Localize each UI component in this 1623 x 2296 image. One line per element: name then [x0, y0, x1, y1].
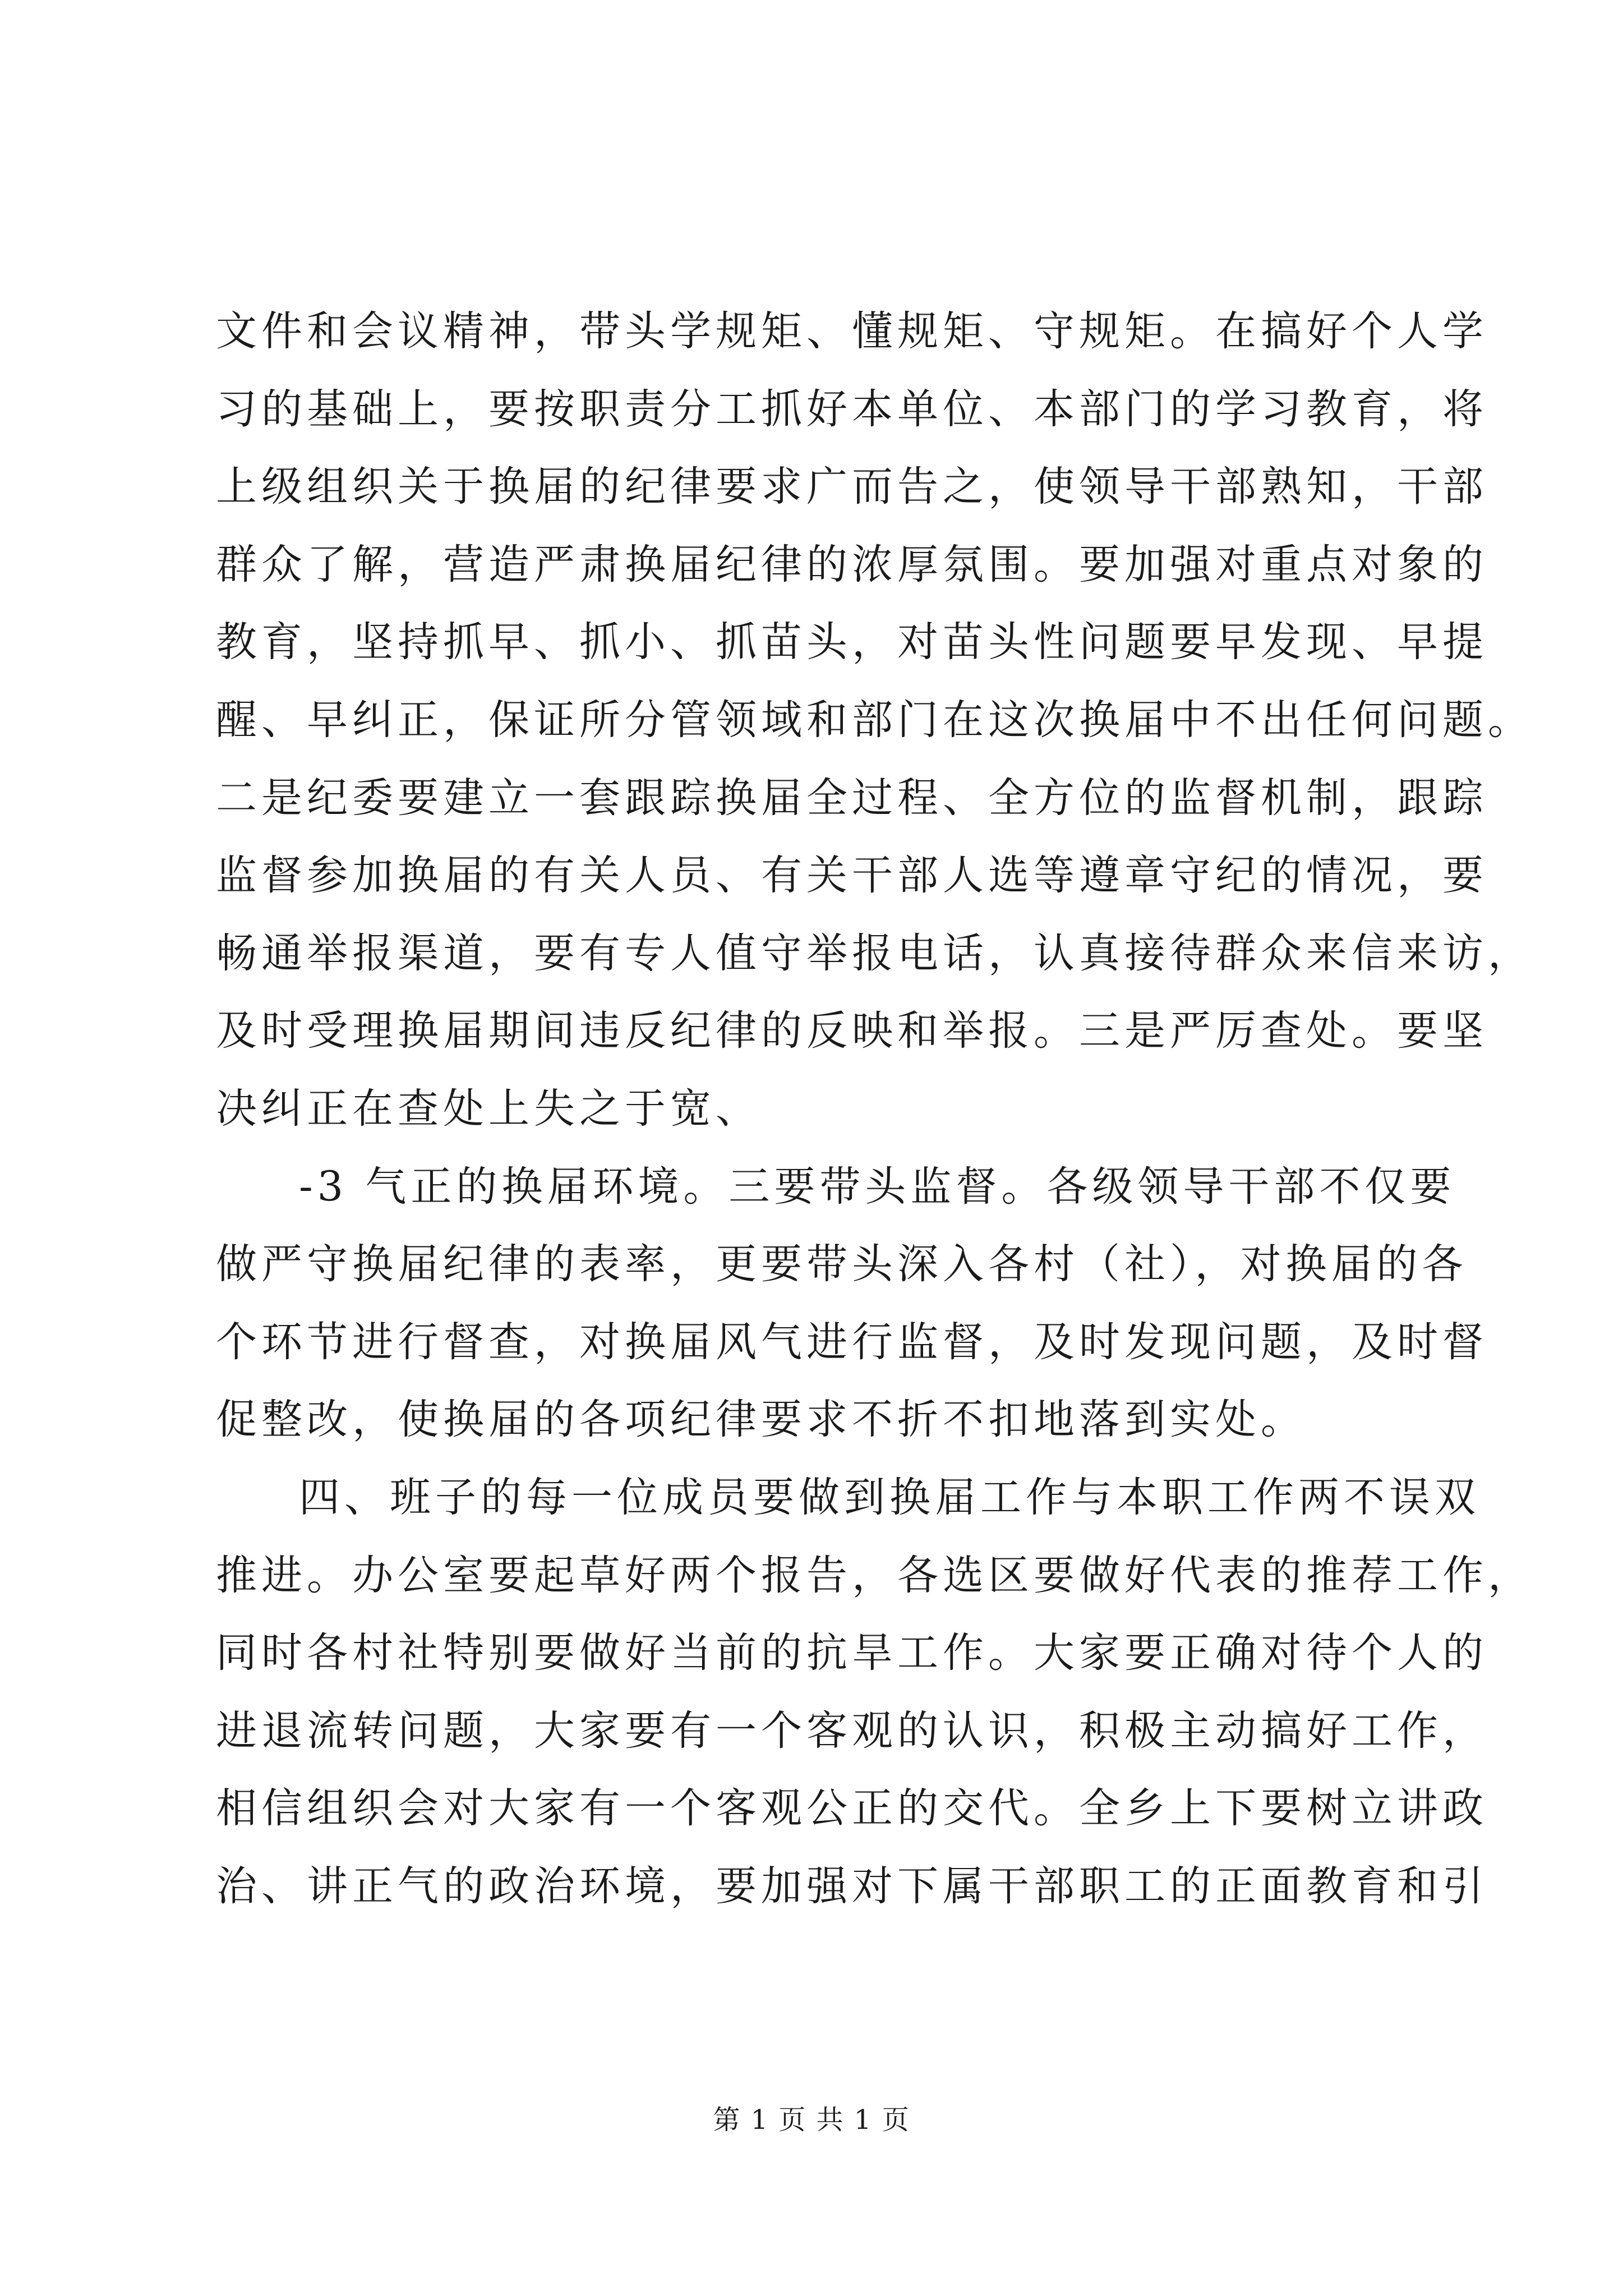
text-line: 及时受理换届期间违反纪律的反映和举报。三是严厉查处。要坚: [216, 1007, 1488, 1055]
paragraph-start-line: -3 气正的换届环境。三要带头监督。各级领导干部不仅要: [299, 1162, 1456, 1211]
text-line: 习的基础上，要按职责分工抓好本单位、本部门的学习教育，将: [216, 385, 1488, 433]
text-line: 促整改，使换届的各项纪律要求不折不扣地落到实处。: [216, 1396, 1306, 1444]
text-line: 个环节进行督查，对换届风气进行监督，及时发现问题，及时督: [216, 1318, 1488, 1366]
text-line: 二是纪委要建立一套跟踪换届全过程、全方位的监督机制，跟踪: [216, 774, 1488, 822]
text-line: 上级组织关于换届的纪律要求广而告之，使领导干部熟知，干部: [216, 463, 1488, 511]
text-line: 同时各村社特别要做好当前的抗旱工作。大家要正确对待个人的: [216, 1629, 1488, 1677]
text-line: 治、讲正气的政治环境，要加强对下属干部职工的正面教育和引: [216, 1862, 1488, 1910]
text-line: 群众了解，营造严肃换届纪律的浓厚氛围。要加强对重点对象的: [216, 540, 1488, 588]
text-line: 醒、早纠正，保证所分管领域和部门在这次换届中不出任何问题。: [216, 696, 1533, 744]
text-line: 推进。办公室要起草好两个报告，各选区要做好代表的推荐工作，: [216, 1551, 1533, 1599]
text-line: 相信组织会对大家有一个客观公正的交代。全乡上下要树立讲政: [216, 1784, 1488, 1833]
text-line: 文件和会议精神，带头学规矩、懂规矩、守规矩。在搞好个人学: [216, 307, 1488, 355]
text-line: 监督参加换届的有关人员、有关干部人选等遵章守纪的情况，要: [216, 852, 1488, 900]
page-footer: 第 1 页 共 1 页: [713, 2104, 910, 2136]
paragraph-start-line: 四、班子的每一位成员要做到换届工作与本职工作两不误双: [299, 1473, 1480, 1521]
text-line: 进退流转问题，大家要有一个客观的认识，积极主动搞好工作，: [216, 1706, 1488, 1755]
text-line: 畅通举报渠道，要有专人值守举报电话，认真接待群众来信来访，: [216, 929, 1533, 977]
text-line: 教育，坚持抓早、抓小、抓苗头，对苗头性问题要早发现、早提: [216, 618, 1488, 666]
text-line: 做严守换届纪律的表率，更要带头深入各村（社），对换届的各: [216, 1240, 1468, 1289]
text-line: 决纠正在查处上失之于宽、: [216, 1084, 761, 1133]
document-body: [216, 293, 1533, 1925]
